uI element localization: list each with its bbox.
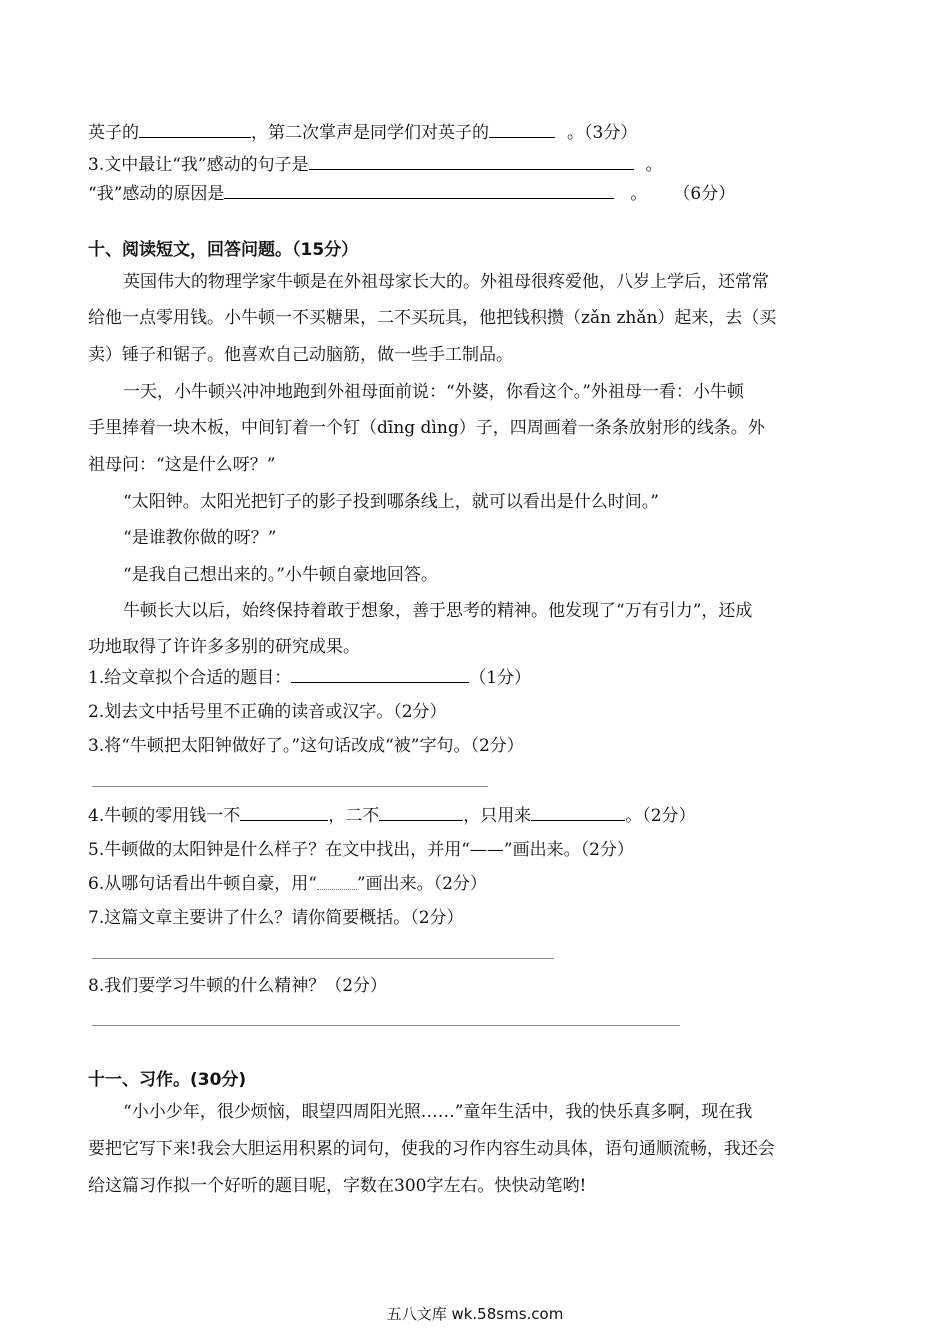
answer-blank[interactable]	[224, 182, 614, 199]
paragraph-line: 一天，小牛顿兴冲冲地跑到外祖母面前说：“外婆，你看这个。”外祖母一看：小牛顿	[123, 382, 744, 402]
question-7: 7.这篇文章主要讲了什么？请你简要概括。（2分）	[88, 908, 464, 928]
text: 。	[630, 184, 648, 204]
answer-blank[interactable]	[489, 121, 555, 138]
answer-blank[interactable]	[291, 666, 469, 683]
question-5: 5.牛顿做的太阳钟是什么样子？在文中找出，并用“——”画出来。（2分）	[88, 840, 634, 860]
answer-blank[interactable]	[139, 121, 251, 138]
paragraph-line: 给他一点零用钱。小牛顿一不买糖果，二不买玩具，他把钱积攒（zǎn zhǎn）起来，去（买	[88, 308, 777, 328]
top-line-2	[88, 153, 663, 177]
text: 6.从哪句话看出牛顿自豪，用“	[88, 874, 317, 894]
answer-line[interactable]	[92, 786, 488, 787]
answer-line[interactable]	[92, 1025, 680, 1026]
paragraph-line: “小小少年，很少烦恼，眼望四周阳光照……”童年生活中，我的快乐真多啊，现在我	[123, 1102, 753, 1122]
answer-line[interactable]	[92, 958, 554, 959]
text: ，第二次掌声是同学们对英子的	[251, 123, 489, 143]
question-8: 8.我们要学习牛顿的什么精神？（2分）	[88, 976, 388, 996]
question-1	[88, 666, 531, 690]
paragraph-line: 功地取得了许许多多别的研究成果。	[88, 637, 360, 657]
wavy-underline-mark	[317, 879, 357, 890]
paragraph-line: “是我自己想出来的。”小牛顿自豪地回答。	[123, 565, 438, 585]
section-10-title: 十、阅读短文，回答问题。（15分）	[88, 240, 359, 260]
text: （6分）	[673, 184, 736, 204]
text: 4.牛顿的零用钱一不	[88, 806, 241, 826]
text: “我”感动的原因是	[88, 184, 225, 204]
text: ，只用来	[463, 806, 532, 826]
question-2: 2.划去文中括号里不正确的读音或汉字。（2分）	[88, 702, 447, 722]
text: ，二不	[328, 806, 380, 826]
text: 。（3分）	[567, 123, 638, 143]
paragraph-line: 要把它写下来!我会大胆运用积累的词句，使我的习作内容生动具体，语句通顺流畅，我还会	[88, 1139, 775, 1159]
answer-blank[interactable]	[379, 804, 463, 821]
paragraph-line: “太阳钟。太阳光把钉子的影子投到哪条线上，就可以看出是什么时间。”	[123, 492, 659, 512]
answer-blank[interactable]	[240, 804, 328, 821]
text: ”画出来。（2分）	[356, 874, 487, 894]
paragraph-line: 给这篇习作拟一个好听的题目呢，字数在300字左右。快快动笔哟!	[88, 1176, 587, 1196]
top-line-3	[88, 182, 735, 206]
answer-blank[interactable]	[531, 804, 625, 821]
paragraph-line: 手里捧着一块木板，中间钉着一个钉（dīng dìng）子，四周画着一条条放射形的线条。外	[88, 418, 765, 438]
question-3: 3.将“牛顿把太阳钟做好了。”这句话改成“被”字句。（2分）	[88, 736, 524, 756]
paragraph-line: “是谁教你做的呀？”	[123, 528, 277, 548]
paragraph-line: 英国伟大的物理学家牛顿是在外祖母家长大的。外祖母很疼爱他，八岁上学后，还常常	[123, 272, 769, 292]
question-4	[88, 804, 696, 828]
section-11-title: 十一、习作。(30分)	[88, 1070, 247, 1090]
text: 1.给文章拟个合适的题目：	[88, 668, 292, 688]
paragraph-line: 卖）锤子和锯子。他喜欢自己动脑筋，做一些手工制品。	[88, 345, 513, 365]
text: 。	[645, 155, 663, 175]
text: 3.文中最让“我”感动的句子是	[88, 155, 309, 175]
answer-blank[interactable]	[309, 153, 634, 170]
footer-watermark: 五八文库 wk.58sms.com	[386, 1305, 564, 1323]
text: 。（2分）	[625, 806, 696, 826]
question-6	[88, 872, 487, 896]
paragraph-line: 牛顿长大以后，始终保持着敢于想象，善于思考的精神。他发现了“万有引力”，还成	[123, 601, 753, 621]
top-line-1	[88, 121, 637, 145]
paragraph-line: 祖母问：“这是什么呀？”	[88, 455, 276, 475]
text: 英子的	[88, 123, 139, 143]
text: （1分）	[469, 668, 532, 688]
